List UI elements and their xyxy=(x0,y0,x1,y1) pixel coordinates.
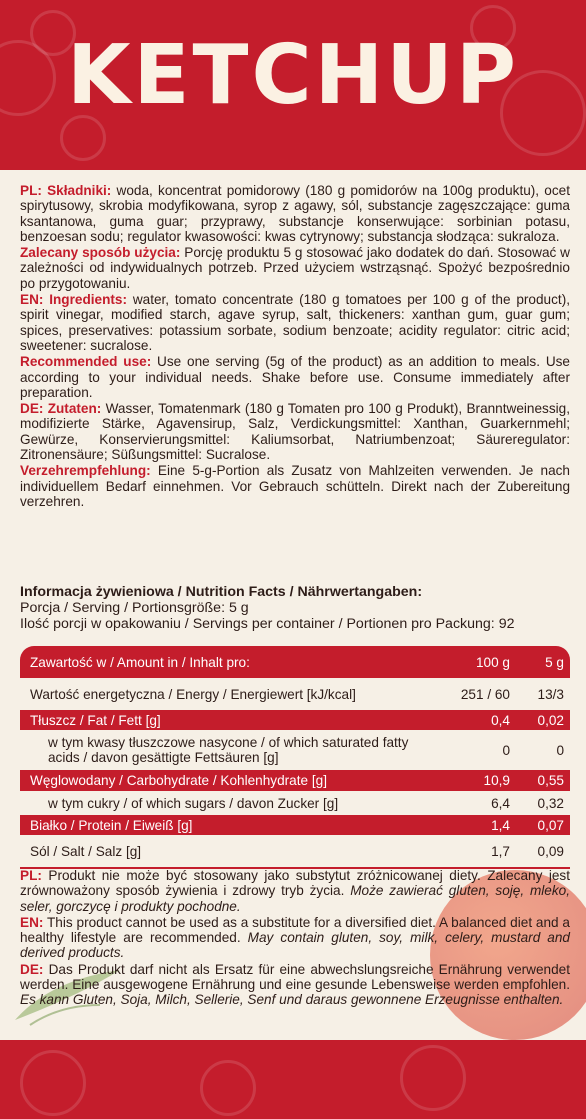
tomato-outline-decoration xyxy=(20,1050,86,1116)
note-pl xyxy=(20,868,570,914)
ingredients-de xyxy=(20,401,570,462)
text-de-note: Das Produkt darf nicht als Ersatz für eine abwechslungsreiche Ernährung verwendet werden. Eine ausgewogene Ernährung und eine gesunde Lebensweise werden empfohlen. xyxy=(20,961,570,993)
text-en-note: This product cannot be used as a substitute for a diversified diet. A balanced diet and a healthy lifestyle are recommended. xyxy=(20,914,570,946)
text-en-usage: Use one serving (5g of the product) as an addition to meals. Use according to your individual needs. Shake before use. Consume immediately after preparation. xyxy=(20,354,570,400)
row-label: Węglowodany / Carbohydrate / Kohlenhydrate [g] xyxy=(30,773,327,788)
row-label: Sól / Salt / Salz [g] xyxy=(30,843,142,859)
note-de xyxy=(20,962,570,1008)
label-pl-note: PL: xyxy=(20,868,42,883)
servings-per-container: Ilość porcji w opakowaniu / Servings per container / Portionen pro Packung: 92 xyxy=(20,616,515,632)
table-row-protein xyxy=(20,815,570,835)
table-header-row xyxy=(20,646,570,678)
row-label: Białko / Protein / Eiweiß [g] xyxy=(30,817,193,833)
row-value-100g: 1,7 xyxy=(491,843,510,859)
row-value-100g: 0 xyxy=(502,742,510,758)
text-pl-usage: Porcję produktu 5 g stosować jako dodatek do dań. Stosować w zależności od indywidualnych potrzeb. Przed użyciem wstrząsnąć. Spożyć bezpośrednio po przygotowaniu. xyxy=(20,245,570,291)
row-value-5g: 0,07 xyxy=(537,817,564,833)
nutrition-heading: Informacja żywieniowa / Nutrition Facts / Nährwertangaben: xyxy=(20,584,423,600)
ingredients-pl xyxy=(20,183,570,244)
allergen-pl: Może zawierać gluten, soję, mleko, seler, gorczycę i produkty pochodne. xyxy=(20,883,570,914)
text-en-ingredients: water, tomato concentrate (180 g tomatoes per 100 g of the product), spirit vinegar, modified starch, agave syrup, salt, thickeners: xanthan gum, guar gum; spices, preservatives: potassium sorbate, sodium benzoate; acidity regulator: citric acid; sweetener: sucralose. xyxy=(20,292,570,353)
row-value-100g: 251 / 60 xyxy=(460,686,510,702)
row-value-100g: 0,4 xyxy=(491,712,510,728)
footer-band xyxy=(0,1040,586,1119)
table-row-fat xyxy=(20,710,570,730)
usage-pl xyxy=(20,245,570,291)
row-label: Tłuszcz / Fat / Fett [g] xyxy=(30,712,161,728)
text-de-ingredients: Wasser, Tomatenmark (180 g Tomaten pro 100 g Produkt), Branntweinessig, modifizierte Stärke, Agavensirup, Salz, Verdickungsmittel: Xanthan, Guarkernmehl; Gewürze, Konservierungsmittel: Kaliumsorbat, Natriumbenzoat; Säureregulator: Zitronensäure; Süßungsmittel: Sucralose. xyxy=(20,401,570,463)
header-amount-label: Zawartość w / Amount in / Inhalt pro: xyxy=(30,654,250,670)
header-col-5g: 5 g xyxy=(545,654,564,670)
label-en-note: EN: xyxy=(20,914,44,930)
tomato-outline-decoration xyxy=(400,1045,466,1111)
row-value-5g: 0,02 xyxy=(537,712,564,728)
label-de-ingredients: DE: Zutaten: xyxy=(20,401,102,417)
table-row-saturated xyxy=(20,730,570,770)
row-value-5g: 0,32 xyxy=(537,795,564,811)
text-pl-ingredients: woda, koncentrat pomidorowy (180 g pomidorów na 100g produktu), ocet spirytusowy, skrobia modyfikowana, syrop z agawy, sól, substancje zagęszczające: guma ksantanowa, guma guar; przyprawy, substancje konserwujące: sorbinian potasu, benzoesan sodu; regulator kwasowości: kwas cytrynowy; substancja słodząca: sukraloza. xyxy=(20,183,570,244)
text-de-usage: Eine 5-g-Portion als Zusatz von Mahlzeiten verwenden. Je nach individuellem Bedarf einnehmen. Vor Gebrauch schütteln. Direkt nach der Zubereitung verzehren. xyxy=(20,463,570,509)
row-label: w tym kwasy tłuszczowe nasycone / of which saturated fatty acids / davon gesättigte Fettsäuren [g] xyxy=(48,735,409,765)
table-row-energy xyxy=(20,678,570,710)
row-label: Wartość energetyczna / Energy / Energiewert [kJ/kcal] xyxy=(30,686,356,702)
nutrition-table xyxy=(20,646,570,869)
row-value-5g: 0,09 xyxy=(537,843,564,859)
label-pl-usage: Zalecany sposób użycia: xyxy=(20,245,181,261)
label-de-usage: Verzehrempfehlung: xyxy=(20,463,151,479)
row-value-5g: 13/3 xyxy=(537,686,564,702)
product-title: KETCHUP xyxy=(67,28,519,123)
note-en xyxy=(20,915,570,961)
row-value-5g: 0 xyxy=(556,742,564,758)
footer-notes xyxy=(20,868,570,1009)
allergen-en: May contain gluten, soy, milk, celery, mustard and derived products. xyxy=(20,930,570,961)
tomato-outline-decoration xyxy=(200,1060,256,1116)
label-pl-ingredients: PL: Składniki: xyxy=(20,183,112,198)
label-de-note: DE: xyxy=(20,961,44,977)
usage-en xyxy=(20,354,570,400)
row-value-100g: 1,4 xyxy=(491,817,510,833)
serving-size: Porcja / Serving / Portionsgröße: 5 g xyxy=(20,600,249,616)
text-pl-note: Produkt nie może być stosowany jako substytut zróżnicowanej diety. Zalecany jest zrównoważony sposób żywienia i zdrowy tryb życia. xyxy=(20,868,570,899)
row-value-100g: 6,4 xyxy=(491,795,510,811)
ingredients-section xyxy=(20,183,570,510)
label-en-ingredients: EN: Ingredients: xyxy=(20,292,128,308)
row-value-100g: 10,9 xyxy=(483,773,510,788)
ingredients-en xyxy=(20,292,570,353)
table-row-carbohydrate xyxy=(20,770,570,791)
table-row-salt xyxy=(20,835,570,869)
row-label: w tym cukry / of which sugars / davon Zucker [g] xyxy=(48,795,339,811)
row-value-5g: 0,55 xyxy=(537,773,564,788)
label-en-usage: Recommended use: xyxy=(20,354,152,370)
usage-de xyxy=(20,463,570,509)
nutrition-heading-block xyxy=(20,584,580,632)
header-banner xyxy=(0,0,586,170)
table-row-sugars xyxy=(20,791,570,815)
allergen-de: Es kann Gluten, Soja, Milch, Sellerie, Senf und daraus gewonnene Erzeugnisse enthalten. xyxy=(20,992,564,1008)
header-col-100g: 100 g xyxy=(475,654,510,670)
